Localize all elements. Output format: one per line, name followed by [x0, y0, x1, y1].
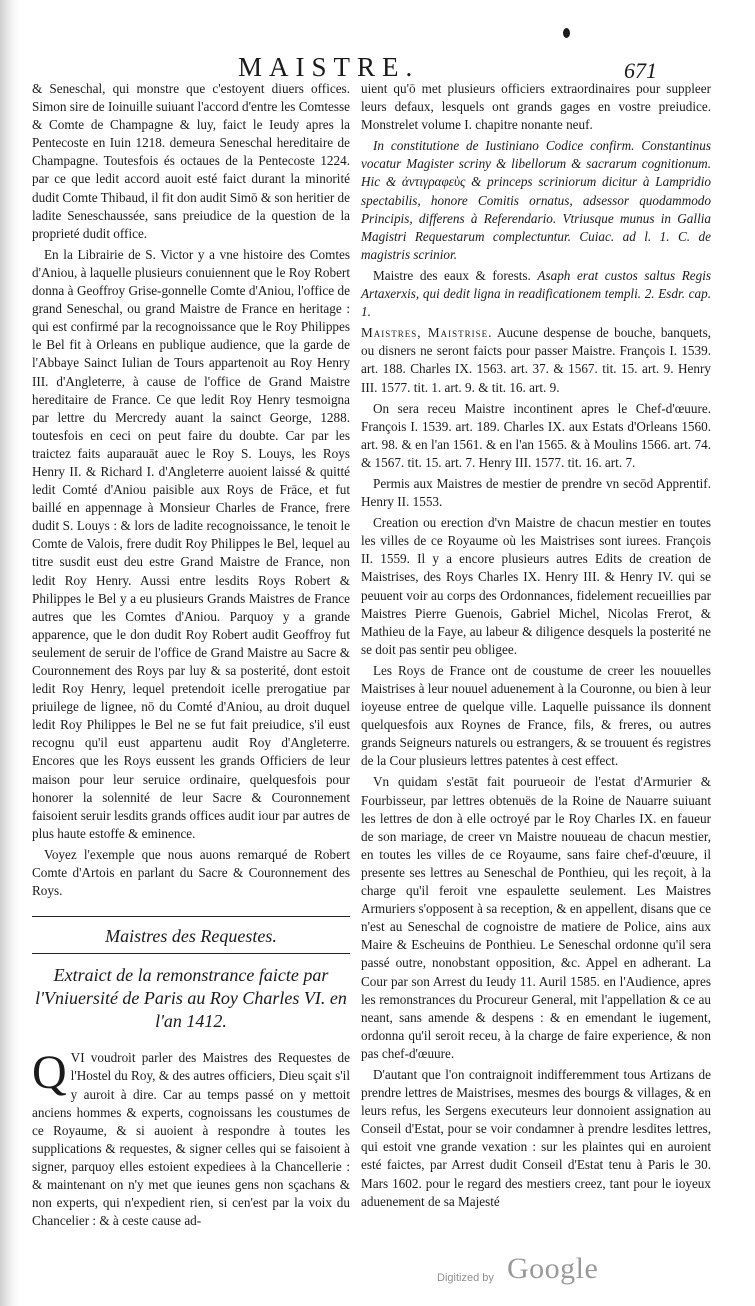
right-paragraph-3	[361, 267, 711, 321]
right-paragraph-6: Permis aux Maistres de mestier de prendre vn secōd Apprentif. Henry II. 1553.	[361, 475, 711, 510]
ink-blot	[563, 28, 570, 38]
right-paragraph-3-lead: Maistre des eaux & forests.	[373, 267, 531, 283]
running-head-title: MAISTRE.	[238, 52, 420, 82]
left-column	[32, 80, 350, 1233]
right-paragraph-10: D'autant que l'on contraignoit indifferemment tous Artizans de prendre lettres de Maistrises, mesmes des bourgs & villages, & en leurs refus, les Sergens executeurs leur donnoient assignation au Conseil d'Estat, pour se voir condamner à prendre lesdites lettres, qui estoit vne grande vexation : sur les plaintes qui en auroient esté faictes, par Arrest dudit Conseil d'Estat tenu à Paris le 30. Mars 1602. pour le regard des mestiers creez, tant pour le ioyeux aduenement de sa Majesté	[361, 1066, 711, 1209]
left-paragraph-2: En la Librairie de S. Victor y a vne histoire des Comtes d'Aniou, à laquelle plusieurs conuiennent que le Roy Robert donna à Geoffroy Grise-gonnelle Comte d'Aniou, l'office de grand Seneschal, ou grand Maistre de France en heritage : qui est confirmé par la recognoissance que le Roy Philippes le Bel fit à Orleans en publique audience, que la garde de l'Abbaye Sainct Iulian de Tours appartenoit au Roy Henry III. d'Angleterre, à cause de l'office de Grand Maistre hereditaire de France. Ce que ledit Roy Henry tesmoigna par lettre du Mercredy auant la sainct George, 1288. toutesfois en ceci on peut faire du doubte. Car par les traictez faits auparauāt auec le Roy S. Louys, les Roys Henry II. & Richard I. d'Angleterre auoient laissé & quitté ledit Comté d'Aniou paisible aux Roys de Frāce, et fut baillé en appennage à Monsieur Charles de France, frere dudit S. Louys : & lors de ladite recognoissance, le tenoit le Comte de Valois, frere dudit Roy Philippes le Bel, lequel au titre susdit eust deu estre Grand Maistre de France, non ledit Roy Henry. Aussi entre lesdits Roys Robert & Philippes le Bel y a eu plusieurs Grands Maistres de France autres que les Comtes d'Aniou. Parquoy y a grande apparence, que le don dudit Roy Robert audit Geoffroy fut seulement de seruir de l'office de Grand Maistre au Sacre & Couronnement des Roys par luy & sa posterité, dont estoit ledit Roy Henry, lequel pretendoit icelle prerogatiue par priuilege de lignee, nō du Comté d'Aniou, au droit duquel ledit Roy Philippes le Bel ne se fut fait preiudice, s'il eust recognu qu'il eust appartenu audit Roy d'Angleterre. Encores que les Roys eussent les grands Officiers de leur maison pour leur seruice ordinaire, quelquesfois pour honorer la solennité de leur Sacre & Couronnement faisoient seruir lesdits grands offices audit iour par autres de plus haute estoffe & eminence.	[32, 246, 350, 841]
right-paragraph-5: On sera receu Maistre incontinent apres le Chef-d'œuure. François I. 1539. art. 189. Charles IX. aux Estats d'Orleans 1560. art. 98. & en l'an 1561. & en l'an 1565. & à Moulins 1566. art. 74. & 1567. tit. 15. art. 7. Henry III. 1577. tit. 16. art. 7.	[361, 400, 711, 470]
section-title: Maistres des Requestes.	[32, 916, 350, 954]
entry-heading: Maistres, Maistrise.	[361, 325, 493, 341]
page-number: 671	[624, 58, 657, 83]
watermark-prefix: Digitized by	[437, 1272, 494, 1284]
drop-cap-letter: Q	[32, 1046, 67, 1100]
right-paragraph-4	[361, 324, 711, 396]
left-paragraph-3: Voyez l'exemple que nous auons remarqué de Robert Comte d'Artois en parlant du Sacre & Couronnement des Roys.	[32, 846, 350, 899]
page-edge-shadow	[0, 0, 20, 1306]
google-logo: Google	[507, 1252, 599, 1285]
right-paragraph-8: Les Roys de France ont de coustume de creer les nouuelles Maistrises à leur nouuel aduenement à la Couronne, ou bien à leur ioyeuse entree de quelque ville. Laquelle puissance ils donnent quelquesfois aux Roynes de France, fils, & freres, ou autres grands Seigneurs naturels ou estrangers, & se trouuent és registres de la Cour plusieurs lettres patentes à cest effect.	[361, 662, 711, 769]
right-paragraph-7: Creation ou erection d'vn Maistre de chacun mestier en toutes les villes de ce Royaume où les Maistrises sont iurees. François II. 1559. Il y a encore plusieurs autres Edits de creation de Maistrises, des Roys Charles IX. Henry III. & Henry IV. qui se peuuent voir au corps des Ordonnances, fidelement recueillies par Maistres Pierre Guenois, Gabriel Michel, Nicolas Frerot, & Mathieu de la Faye, au labeur & diligence desquels la posterité ne se doit pas sentir peu obligee.	[361, 515, 711, 657]
right-paragraph-3-quote: Asaph erat custos saltus Regis Artaxerxis, qui dedit ligna in readificationem templi. 2. Esdr. cap. 1.	[361, 267, 711, 320]
right-paragraph-4-text: Aucune despense de bouche, banquets, ou disners ne seront faicts pour passer Maistre. François I. 1539. art. 188. Charles IX. 1563. art. 37. & 1567. tit. 15. art. 9. Henry III. 1577. tit. 1. art. 9. & tit. 16. art. 9.	[361, 325, 712, 395]
right-column	[361, 80, 711, 1214]
extract-title: Extraict de la remonstrance faicte par l'Vniuersité de Paris au Roy Charles VI. en l'an 1412.	[35, 965, 347, 1032]
right-paragraph-1: uient qu'ō met plusieurs officiers extraordinaires pour suppleer leurs defaux, lesquels ont grands gages en vostre preiudice. Monstrelet volume I. chapitre nonante neuf.	[361, 81, 711, 133]
left-paragraph-1: & Seneschal, qui monstre que c'estoyent diuers offices. Simon sire de Ioinuille suiuant l'accord d'entre les Comtesse & Comte de Champagne & luy, faict le Ieudy apres la Pentecoste en Iuin 1218. demeura Seneschal hereditaire de Champagne. Toutesfois és octaues de la Pentecoste 1224. par ce que ledit accord auoit esté faict durant la minorité dudit Comte Thibaud, il fit don audit Simō & son heritier de ladite Seneschaussée, sans preiudice de la question de la proprieté dudit office.	[32, 81, 350, 241]
right-paragraph-2: In constitutione de Iustiniano Codice confirm. Constantinus vocatur Magister scriny & libellorum & sacrarum cognitionum. Hic & ἀντιγραφεὺς & princeps scriniorum dicitur à Lampridio spectabilis, honore Comitis ornatus, adsessor quodammodo Principis, differens à Referendario. Vtriusque munus in Gallia Magistri Requestarum complectuntur. Cuiac. ad l. 1. C. de magistris scrinior.	[361, 138, 711, 262]
right-paragraph-9: Vn quidam s'estāt fait pourueoir de l'estat d'Armurier & Fourbisseur, par lettres obtenuës de la Roine de Nauarre suiuant les lettres de don à elle octroyé par le Roy Charles IX. en faueur de son mariage, de creer vn Maistre nouueau de chacun mestier, en toutes les villes de ce Royaume, sans faire chef-d'œuure, il presente ses lettres au Seneschal de Ponthieu, qui les reçoit, à la charge qu'il feroit vne espaulette seulement. Les Maistres Armuriers s'opposent à sa reception, & en appellent, disans que ce n'est au Seneschal de cognoistre de matiere de Police, ains aux Maire & Escheuins de Ponthieu. Le Seneschal ordonne qu'il sera passé outre, nonobstant opposition, &c. Appel en adherant. La Cour par son Arrest du Ieudy 11. Auril 1585. en l'Audience, apres les remonstrances du Procureur General, mit l'appellation & ce au neant, sans amende & despens : & en emendant le iugement, ordonna qu'il seroit receu, à la charge de faire experience, & non pas chef-d'œuure.	[361, 774, 711, 1061]
left-paragraph-4-text: VI voudroit parler des Maistres des Requestes de l'Hostel du Roy, & des autres officiers, Dieu sçait s'il y auroit à dire. Car au temps passé on y mettoit anciens hommes & experts, cognoissans les coustumes de ce Royaume, & si auoient à respondre à toutes les supplications & requestes, & signer celles qui se faisoient à signer, parquoy elles estoient expediees à la Chancellerie : & maintenant on n'y met que ieunes gens non sçachans & non experts, qui n'expedient rien, si cen'est par la voix du Chancelier : & à ceste cause ad-	[32, 1050, 350, 1229]
digitized-watermark	[437, 1252, 637, 1296]
left-paragraph-4	[32, 1046, 350, 1230]
